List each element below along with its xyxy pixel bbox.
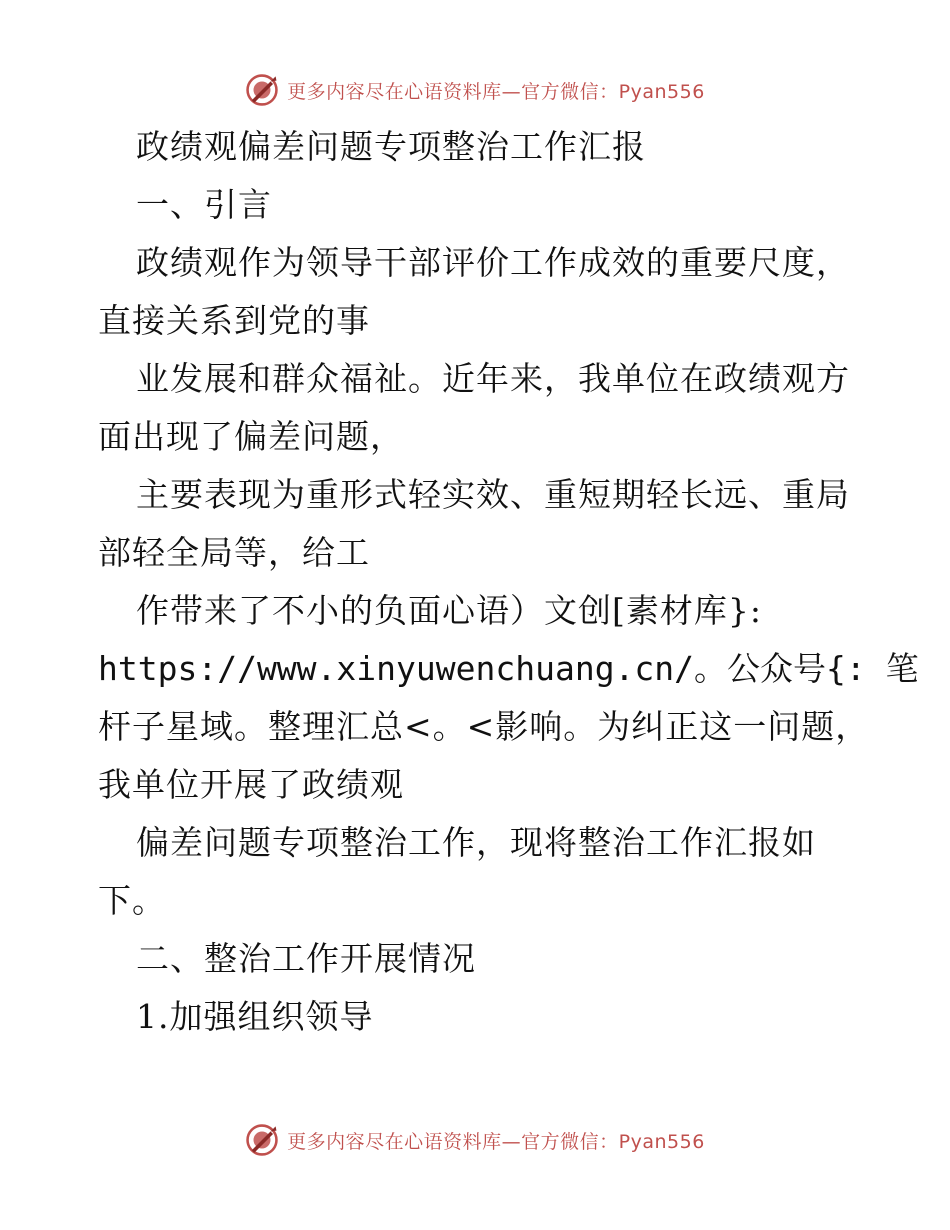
paragraph-line: 直接关系到党的事 xyxy=(98,301,370,340)
banner-text: 更多内容尽在心语资料库—官方微信：Pyan556 xyxy=(287,80,705,103)
section-heading-progress: 二、整治工作开展情况 xyxy=(136,939,476,978)
paragraph-line: 政绩观作为领导干部评价工作成效的重要尺度， xyxy=(136,243,850,282)
paragraph-line: 业发展和群众福祉。近年来，我单位在政绩观方 xyxy=(136,359,850,398)
banner-text: 更多内容尽在心语资料库—官方微信：Pyan556 xyxy=(287,1130,705,1153)
footer-watermark-banner xyxy=(0,1120,950,1160)
header-watermark-banner xyxy=(0,70,950,110)
document-body xyxy=(98,118,919,1046)
pen-logo-icon xyxy=(245,1123,279,1157)
paragraph-line: 我单位开展了政绩观 xyxy=(98,765,404,804)
document-title: 政绩观偏差问题专项整治工作汇报 xyxy=(136,127,646,166)
paragraph-line: 部轻全局等，给工 xyxy=(98,533,370,572)
paragraph-line: 偏差问题专项整治工作，现将整治工作汇报如 xyxy=(136,823,816,862)
pen-logo-icon xyxy=(245,73,279,107)
paragraph-line: 主要表现为重形式轻实效、重短期轻长远、重局 xyxy=(136,475,850,514)
subsection-heading: 1.加强组织领导 xyxy=(136,997,374,1036)
paragraph-line: 杆子星域。整理汇总<。<影响。为纠正这一问题， xyxy=(98,707,870,746)
paragraph-line-url: https://www.xinyuwenchuang.cn/。公众号{: 笔 xyxy=(98,649,919,688)
paragraph-line: 下。 xyxy=(98,881,166,920)
section-heading-intro: 一、引言 xyxy=(136,185,272,224)
paragraph-line: 作带来了不小的负面心语）文创[素材库}: xyxy=(136,591,762,630)
paragraph-line: 面出现了偏差问题， xyxy=(98,417,404,456)
